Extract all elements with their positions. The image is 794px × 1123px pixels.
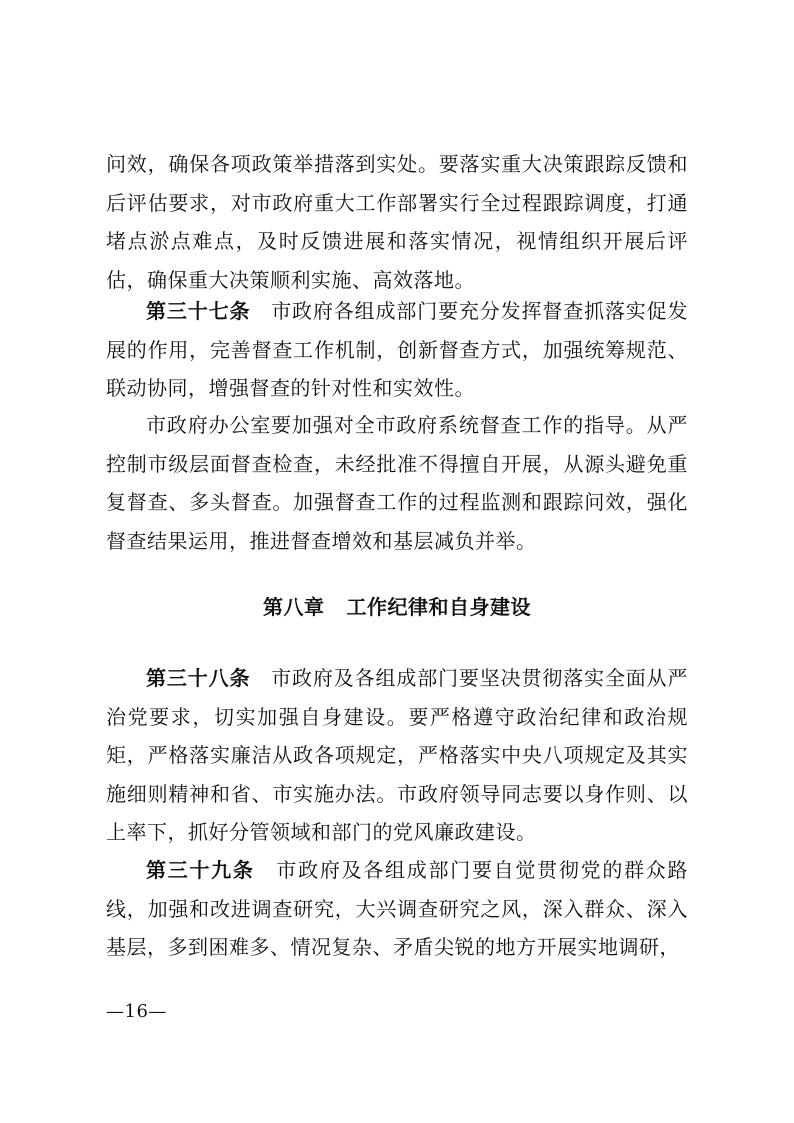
article-38-text: 市政府及各组成部门要坚决贯彻落实全面从严治党要求，切实加强自身建设。要严格遵守政治纪律和政治规矩，严格落实廉洁从政各项规定，严格落实中央八项规定及其实施细则精神和省、市实施办法。市政府领导同志要以身作则、以上率下，抓好分管领域和部门的党风廉政建设。	[106, 666, 689, 845]
article-38-paragraph	[106, 659, 688, 852]
article-37-paragraph	[106, 292, 688, 408]
article-37-heading: 第三十七条	[146, 299, 251, 323]
chapter-number: 第八章	[263, 595, 325, 619]
article-37-text: 市政府各组成部门要充分发挥督查抓落实促发展的作用，完善督查工作机制，创新督查方式，加强统筹规范、联动协同，增强督查的针对性和实效性。	[106, 299, 689, 401]
page-number: —16—	[106, 1001, 167, 1022]
article-39-text: 市政府及各组成部门要自觉贯彻党的群众路线，加强和改进调查研究，大兴调查研究之风，深入群众、深入基层，多到困难多、情况复杂、矛盾尖锐的地方开展实地调研，	[106, 858, 689, 960]
article-39-heading: 第三十九条	[146, 858, 255, 882]
supervision-guidance-paragraph: 市政府办公室要加强对全市政府系统督查工作的指导。从严控制市级层面督查检查，未经批准不得擅自开展，从源头避免重复督查、多头督查。加强督查工作的过程监测和跟踪问效，强化督查结果运用，推进督查增效和基层减负并举。	[106, 413, 688, 553]
chapter-8-title	[0, 592, 794, 622]
chapter-name: 工作纪律和自身建设	[346, 595, 531, 619]
article-38-heading: 第三十八条	[146, 666, 251, 690]
article-39-paragraph	[106, 851, 688, 967]
paragraph-continuation: 问效，确保各项政策举措落到实处。要落实重大决策跟踪反馈和后评估要求，对市政府重大工作部署实行全过程跟踪调度，打通堵点淤点难点，及时反馈进展和落实情况，视情组织开展后评估，确保重大决策顺利实施、高效落地。	[106, 152, 688, 292]
